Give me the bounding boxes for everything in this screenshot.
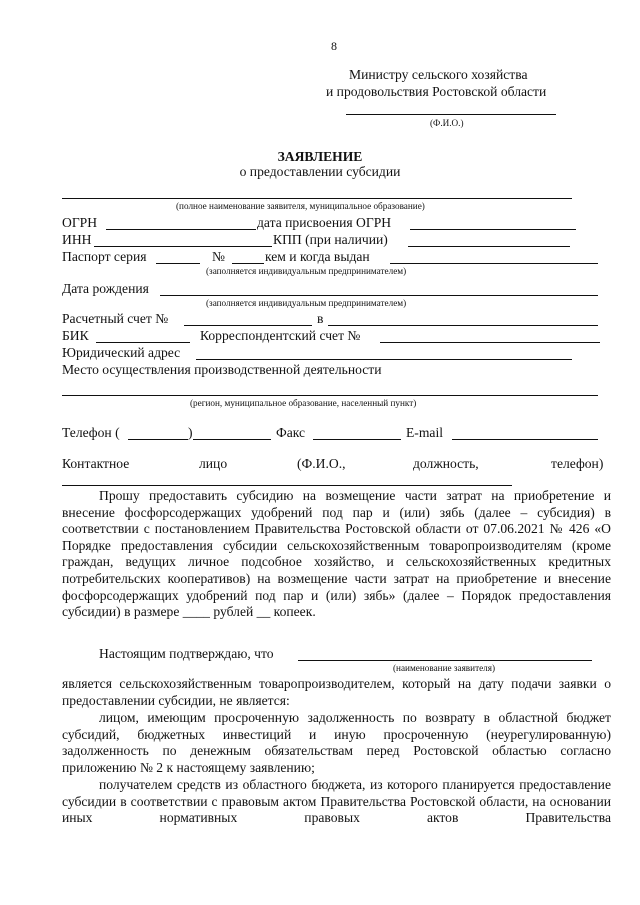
applicant-line	[298, 660, 592, 661]
kpp-label: КПП (при наличии)	[273, 232, 388, 247]
contact-word-5: телефон)	[551, 456, 604, 471]
passport-issued-label: кем и когда выдан	[265, 249, 370, 264]
fio-line	[346, 114, 556, 115]
status-paragraph: является сельскохозяйственным товаропроизводителем, который на дату подачи заявки о предоставлении субсидии, не является:	[62, 676, 611, 708]
contact-word-2: лицо	[199, 456, 228, 471]
contact-word-3: (Ф.И.О.,	[297, 456, 346, 471]
legal-address-line	[196, 359, 572, 360]
production-place-line	[62, 395, 598, 396]
account-line	[184, 325, 312, 326]
phone-close: )	[188, 425, 193, 440]
addressee-line-1: Министру сельского хозяйства	[349, 67, 528, 82]
ogrn-date-line	[410, 229, 576, 230]
ogrn-date-label: дата присвоения ОГРН	[257, 215, 392, 230]
inn-line	[94, 246, 272, 247]
fio-caption: (Ф.И.О.)	[430, 118, 464, 128]
email-line	[452, 439, 598, 440]
birth-date-line	[160, 295, 598, 296]
kpp-line	[408, 246, 570, 247]
contact-word-1: Контактное	[62, 456, 130, 471]
production-place-label: Место осуществления производственной деятельности	[62, 362, 382, 377]
bank-line	[328, 325, 598, 326]
ip-caption-1: (заполняется индивидуальным предпринимателем)	[206, 266, 407, 276]
passport-number-label: №	[212, 249, 225, 264]
passport-series-line	[156, 263, 200, 264]
corr-account-label: Корреспондентский счет №	[200, 328, 361, 343]
full-name-caption: (полное наименование заявителя, муниципальное образование)	[176, 201, 425, 211]
fax-label: Факс	[276, 425, 306, 440]
page-number: 8	[331, 39, 337, 53]
ip-caption-2: (заполняется индивидуальным предпринимателем)	[206, 298, 407, 308]
contact-word-4: должность,	[413, 456, 479, 471]
region-caption: (регион, муниципальное образование, населенный пункт)	[190, 398, 417, 408]
document-subtitle: о предоставлении субсидии	[239, 164, 401, 179]
phone-label: Телефон (	[62, 425, 120, 440]
applicant-caption: (наименование заявителя)	[393, 663, 496, 673]
addressee-line-2: и продовольствия Ростовской области	[326, 84, 547, 99]
request-paragraph: Прошу предоставить субсидию на возмещение части затрат на приобретение и внесение фосфорсодержащих удобрений под пар и (или) зябь (далее – субсидия) в соответствии с постановлением Правительства Ростовской области от 07.06.2021 № 426 «О Порядке предоставления субсидии сельскохозяйственным товаропроизводителям (кроме граждан, ведущих личное подсобное хозяйство, и сельскохозяйственных кредитных потребительских кооперативов) на возмещение части затрат на приобретение и внесение фосфорсодержащих удобрений под пар и (или) зябь» (далее – Порядок предоставления субсидии) в размере ____ рублей __ копеек.	[62, 488, 611, 620]
passport-series-label: Паспорт серия	[62, 249, 147, 264]
inn-label: ИНН	[62, 232, 92, 247]
contact-line	[62, 485, 512, 486]
bik-line	[96, 342, 190, 343]
full-name-line	[62, 198, 572, 199]
legal-address-label: Юридический адрес	[62, 345, 181, 360]
bik-label: БИК	[62, 328, 89, 343]
ogrn-line	[106, 229, 256, 230]
phone-line	[193, 439, 271, 440]
email-label: E-mail	[406, 425, 443, 440]
item-2-paragraph: получателем средств из областного бюджета, из которого планируется предоставление субсидии в соответствии с правовым актом Правительства Ростовской области, на основании иных нормативных правовых актов Правительства	[62, 777, 611, 826]
account-in-label: в	[317, 311, 324, 326]
confirm-text: Настоящим подтверждаю, что	[99, 646, 274, 661]
document-title: ЗАЯВЛЕНИЕ	[277, 149, 363, 164]
passport-issued-line	[390, 263, 598, 264]
phone-code-line	[128, 439, 188, 440]
passport-number-line	[232, 263, 264, 264]
fax-line	[313, 439, 401, 440]
birth-date-label: Дата рождения	[62, 281, 149, 296]
item-1-paragraph: лицом, имеющим просроченную задолженность по возврату в областной бюджет субсидий, бюджетных инвестиций и иную просроченную (неурегулированную) задолженность по денежным обязательствам перед Ростовской областью согласно приложению № 2 к настоящему заявлению;	[62, 710, 611, 775]
ogrn-label: ОГРН	[62, 215, 98, 230]
account-label: Расчетный счет №	[62, 311, 169, 326]
corr-account-line	[380, 342, 600, 343]
